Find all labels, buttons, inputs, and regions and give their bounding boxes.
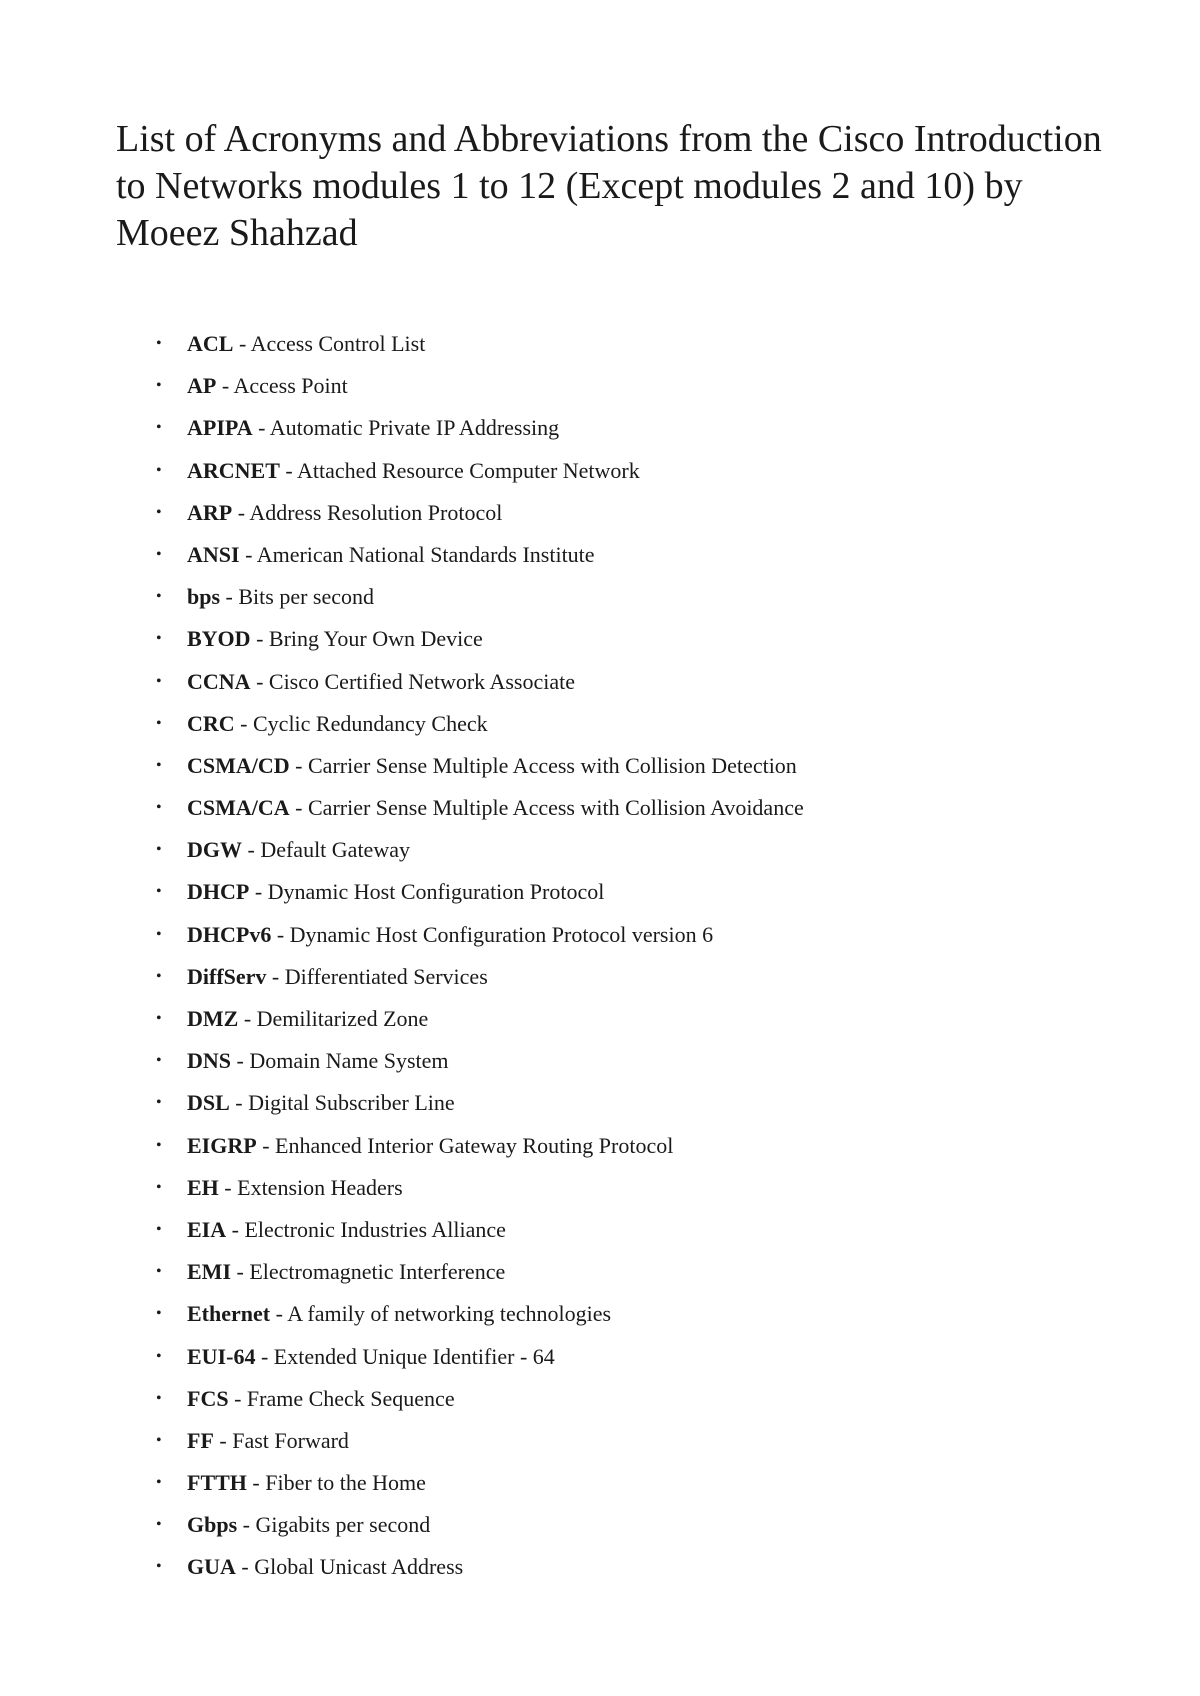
- acronym-meaning: Differentiated Services: [284, 963, 488, 989]
- term-separator: -: [249, 879, 268, 905]
- list-item: [0, 1040, 1200, 1082]
- bullet-icon: •: [156, 545, 162, 563]
- list-item: [0, 703, 1200, 745]
- list-item: [0, 618, 1200, 660]
- acronym-meaning: Dynamic Host Configuration Protocol version 6: [289, 921, 714, 947]
- list-item: [0, 1378, 1200, 1420]
- list-item: [0, 576, 1200, 618]
- list-item: [0, 1336, 1200, 1378]
- list-item-text: [187, 871, 604, 913]
- term-separator: -: [218, 1174, 238, 1200]
- acronym-meaning: Demilitarized Zone: [256, 1006, 429, 1031]
- term-separator: -: [256, 1132, 276, 1158]
- bullet-icon: •: [156, 1558, 162, 1576]
- list-item-text: [187, 1378, 455, 1420]
- acronym-term: CSMA/CA: [187, 795, 290, 821]
- acronym-meaning: Cisco Certified Network Associate: [268, 668, 575, 694]
- list-item: [0, 407, 1200, 449]
- term-separator: -: [279, 457, 298, 483]
- acronym-meaning: Carrier Sense Multiple Access with Collision Detection: [308, 752, 797, 778]
- list-item: [0, 534, 1200, 576]
- list-item-text: [187, 1167, 403, 1209]
- list-item-text: [187, 1546, 463, 1588]
- list-item: [0, 1504, 1200, 1546]
- acronym-meaning: Digital Subscriber Line: [248, 1090, 455, 1116]
- acronym-meaning: Default Gateway: [260, 837, 410, 863]
- acronym-term: DNS: [187, 1048, 232, 1074]
- term-separator: -: [232, 499, 250, 525]
- list-item: [0, 1420, 1200, 1462]
- term-separator: -: [231, 1259, 250, 1285]
- list-item: [0, 1293, 1200, 1335]
- list-item-text: [187, 1125, 673, 1167]
- bullet-icon: •: [156, 1136, 162, 1154]
- acronym-meaning: Attached Resource Computer Network: [297, 457, 640, 483]
- acronym-meaning: Bring Your Own Device: [268, 626, 483, 652]
- acronym-meaning: A family of networking technologies: [287, 1301, 612, 1327]
- bullet-icon: •: [156, 1052, 162, 1070]
- bullet-icon: •: [156, 1431, 162, 1449]
- bullet-icon: •: [156, 335, 162, 352]
- list-item-text: [187, 787, 804, 829]
- bullet-icon: •: [156, 925, 162, 943]
- bullet-icon: •: [156, 1220, 162, 1238]
- list-item: [0, 745, 1200, 787]
- acronym-term: DHCP: [187, 879, 250, 905]
- acronym-meaning: Carrier Sense Multiple Access with Collision Avoidance: [308, 795, 804, 821]
- acronym-term: DMZ: [187, 1006, 239, 1031]
- list-item-text: [187, 365, 348, 407]
- list-item-text: [187, 1420, 349, 1462]
- term-separator: -: [271, 921, 290, 947]
- list-item-text: [187, 914, 713, 956]
- term-separator: -: [233, 331, 251, 356]
- list-item-text: [187, 1209, 506, 1251]
- acronym-term: AP: [187, 373, 217, 399]
- acronym-term: BYOD: [187, 626, 251, 652]
- list-item-text: [187, 703, 488, 745]
- term-separator: -: [239, 541, 257, 567]
- bullet-icon: •: [156, 883, 162, 901]
- list-item-text: [187, 1082, 455, 1124]
- acronym-meaning: Frame Check Sequence: [246, 1385, 455, 1411]
- list-item: [0, 1125, 1200, 1167]
- acronym-meaning: Bits per second: [238, 584, 375, 610]
- acronym-term: DiffServ: [187, 963, 267, 989]
- bullet-icon: •: [156, 1347, 162, 1365]
- list-item-text: [187, 829, 410, 871]
- acronym-term: Ethernet: [187, 1301, 271, 1327]
- acronym-term: EIA: [187, 1216, 227, 1242]
- list-item: [0, 1251, 1200, 1293]
- acronym-meaning: Global Unicast Address: [254, 1554, 464, 1580]
- list-item: [0, 914, 1200, 956]
- list-item: [0, 829, 1200, 871]
- acronym-meaning: Automatic Private IP Addressing: [269, 415, 560, 441]
- acronym-meaning: Extension Headers: [237, 1174, 403, 1200]
- acronym-term: APIPA: [187, 415, 253, 441]
- list-item: [0, 871, 1200, 913]
- acronym-meaning: Electromagnetic Interference: [249, 1259, 506, 1285]
- list-item-text: [187, 450, 640, 492]
- bullet-icon: •: [156, 1094, 162, 1112]
- list-item-text: [187, 1504, 430, 1546]
- acronym-meaning: Extended Unique Identifier - 64: [273, 1343, 555, 1369]
- acronym-term: CCNA: [187, 668, 251, 694]
- list-item-text: [187, 534, 595, 576]
- list-item: [0, 661, 1200, 703]
- acronym-term: DSL: [187, 1090, 230, 1116]
- acronym-meaning: Cyclic Redundancy Check: [253, 710, 488, 736]
- term-separator: -: [213, 1427, 233, 1453]
- acronym-term: ANSI: [187, 541, 240, 567]
- acronym-term: ARP: [187, 499, 233, 525]
- list-item-text: [187, 998, 428, 1040]
- term-separator: -: [266, 963, 285, 989]
- acronym-term: GUA: [187, 1554, 236, 1580]
- term-separator: -: [252, 415, 270, 441]
- list-item-text: [187, 1336, 555, 1378]
- term-separator: -: [228, 1385, 247, 1411]
- bullet-icon: •: [156, 1178, 162, 1196]
- list-item: [0, 998, 1200, 1040]
- list-item-text: [187, 323, 425, 365]
- acronym-term: DGW: [187, 837, 242, 863]
- list-item: [0, 956, 1200, 998]
- list-item-text: [187, 618, 483, 660]
- bullet-icon: •: [156, 630, 162, 648]
- term-separator: -: [289, 752, 308, 778]
- term-separator: -: [234, 710, 253, 736]
- term-separator: -: [235, 1554, 255, 1580]
- list-item: [0, 1546, 1200, 1588]
- acronym-meaning: Access Control List: [250, 331, 426, 356]
- list-item-text: [187, 576, 374, 618]
- term-separator: -: [237, 1512, 256, 1538]
- term-separator: -: [242, 837, 261, 863]
- acronym-term: EMI: [187, 1259, 231, 1285]
- list-item: [0, 787, 1200, 829]
- list-item-text: [187, 1293, 611, 1335]
- bullet-icon: •: [156, 756, 162, 774]
- term-separator: -: [270, 1301, 288, 1327]
- acronym-term: DHCPv6: [187, 921, 272, 947]
- bullet-icon: •: [156, 503, 162, 521]
- term-separator: -: [289, 795, 308, 821]
- bullet-icon: •: [156, 714, 162, 732]
- list-item: [0, 492, 1200, 534]
- bullet-icon: •: [156, 1305, 162, 1323]
- list-item: [0, 1462, 1200, 1504]
- term-separator: -: [229, 1090, 249, 1116]
- acronym-term: FCS: [187, 1385, 229, 1411]
- term-separator: -: [226, 1216, 245, 1242]
- acronym-term: EUI-64: [187, 1343, 256, 1369]
- acronym-meaning: Dynamic Host Configuration Protocol: [267, 879, 605, 905]
- acronym-list: [0, 323, 1200, 1589]
- list-item: [0, 1209, 1200, 1251]
- acronym-meaning: Address Resolution Protocol: [249, 499, 503, 525]
- bullet-icon: •: [156, 1389, 162, 1407]
- list-item-text: [187, 745, 797, 787]
- list-item-text: [187, 956, 488, 998]
- list-item: [0, 1167, 1200, 1209]
- list-item-text: [187, 1040, 449, 1082]
- acronym-term: FTTH: [187, 1470, 247, 1496]
- bullet-icon: •: [156, 419, 162, 437]
- acronym-term: CSMA/CD: [187, 752, 290, 778]
- acronym-term: EIGRP: [187, 1132, 257, 1158]
- list-item: [0, 323, 1200, 365]
- bullet-icon: •: [156, 461, 162, 479]
- acronym-term: FF: [187, 1427, 214, 1453]
- list-item-text: [187, 1251, 505, 1293]
- list-item-text: [187, 492, 502, 534]
- acronym-meaning: Fiber to the Home: [265, 1470, 426, 1496]
- term-separator: -: [246, 1470, 266, 1496]
- list-item-text: [187, 1462, 426, 1504]
- acronym-term: EH: [187, 1174, 219, 1200]
- bullet-icon: •: [156, 588, 162, 606]
- list-item-text: [187, 407, 559, 449]
- acronym-term: ARCNET: [187, 457, 280, 483]
- bullet-icon: •: [156, 672, 162, 690]
- acronym-meaning: Domain Name System: [249, 1048, 449, 1074]
- list-item-text: [187, 661, 575, 703]
- bullet-icon: •: [156, 799, 162, 817]
- document-title: List of Acronyms and Abbreviations from the Cisco Introduction to Networks modules 1 to 12 (Except modules 2 and 10) by Moeez Shahzad: [116, 118, 1102, 254]
- acronym-meaning: Fast Forward: [232, 1427, 349, 1453]
- bullet-icon: •: [156, 1516, 162, 1534]
- bullet-icon: •: [156, 1474, 162, 1492]
- term-separator: -: [250, 668, 269, 694]
- acronym-meaning: Gigabits per second: [255, 1512, 431, 1538]
- acronym-term: CRC: [187, 710, 235, 736]
- list-item: [0, 365, 1200, 407]
- acronym-meaning: American National Standards Institute: [256, 541, 595, 567]
- term-separator: -: [216, 373, 234, 399]
- term-separator: -: [220, 584, 239, 610]
- acronym-term: Gbps: [187, 1512, 238, 1538]
- bullet-icon: •: [156, 1010, 162, 1027]
- acronym-meaning: Access Point: [233, 373, 348, 399]
- term-separator: -: [231, 1048, 250, 1074]
- acronym-meaning: Electronic Industries Alliance: [244, 1216, 506, 1242]
- bullet-icon: •: [156, 967, 162, 985]
- bullet-icon: •: [156, 377, 162, 395]
- term-separator: -: [250, 626, 269, 652]
- term-separator: -: [238, 1006, 257, 1031]
- list-item: [0, 1082, 1200, 1124]
- bullet-icon: •: [156, 841, 162, 859]
- bullet-icon: •: [156, 1263, 162, 1281]
- acronym-term: ACL: [187, 331, 234, 356]
- acronym-meaning: Enhanced Interior Gateway Routing Protocol: [275, 1132, 674, 1158]
- term-separator: -: [255, 1343, 274, 1369]
- acronym-term: bps: [187, 584, 221, 610]
- list-item: [0, 450, 1200, 492]
